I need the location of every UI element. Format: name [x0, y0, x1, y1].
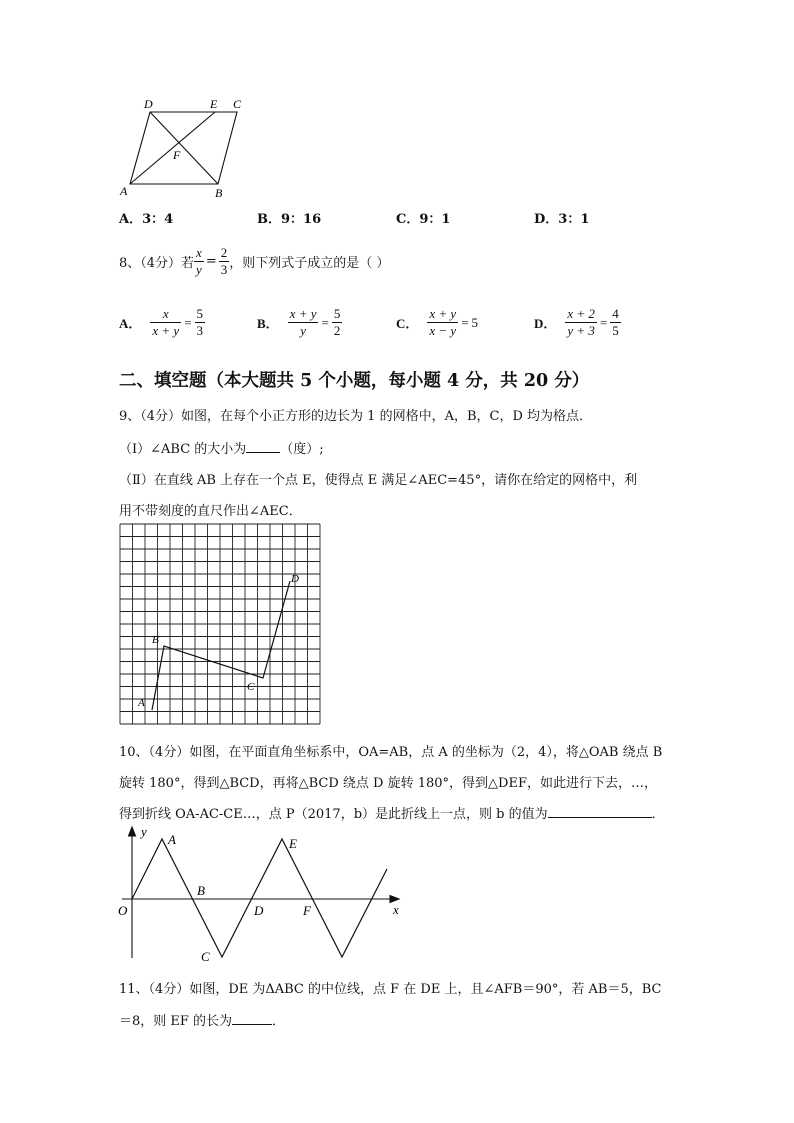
q9-label-C: C — [247, 681, 255, 693]
q9-grid-figure[interactable] — [118, 522, 323, 725]
q8-stem: 8、（4分）若 $\frac{x}{y}$ = $\frac{2}{3}$ ，则下列式子成立的是（ ） — [119, 245, 390, 277]
q9-label-D: D — [291, 573, 299, 585]
q7-parallelogram-figure — [112, 95, 262, 200]
q8-condition-fraction-left: $\frac{x}{y}$ — [196, 245, 202, 277]
fig7-label-E: E — [210, 97, 218, 111]
q9-label-B: B — [152, 634, 159, 646]
q8-option-b[interactable]: B． $\frac{x + y}{y}$ = $\frac{5}{2}$ — [257, 306, 341, 338]
q10-line3: 得到折线 OA-AC-CE…，点 P（2017，b）是此折线上一点，则 b 的值为 ． — [119, 807, 665, 822]
q10-line1: 10、（4分）如图，在平面直角坐标系中，OA=AB，点 A 的坐标为（2，4），将△OAB 绕点 B — [119, 745, 663, 760]
q9-part1-answer-blank[interactable] — [246, 452, 280, 453]
fig7-label-D: D — [144, 97, 153, 111]
q10-label-B: B — [197, 883, 205, 898]
q11-line1: 11、（4分）如图，DE 为ΔABC 的中位线，点 F 在 DE 上，且∠AFB＝90°，若 AB＝5，BC — [119, 982, 662, 997]
fig7-label-B: B — [215, 186, 223, 200]
q10-axis-y: y — [141, 824, 147, 839]
q10-label-A: A — [168, 832, 176, 847]
q10-zigzag-polyline — [132, 839, 387, 957]
q10-answer-blank[interactable] — [548, 817, 652, 818]
q7-option-c[interactable]: C．9：1 — [396, 212, 451, 227]
q10-label-E: E — [289, 836, 297, 851]
q10-coordinate-graph — [112, 822, 412, 967]
q10-axis-x: x — [393, 902, 399, 917]
q11-answer-blank[interactable] — [232, 1024, 272, 1025]
q7-option-a[interactable]: A．3：4 — [119, 212, 174, 227]
fig7-label-A: A — [120, 184, 128, 198]
q9-part2-line2: 用不带刻度的直尺作出∠AEC． — [119, 504, 302, 519]
q9-polyline-abcd — [152, 581, 290, 710]
q8-condition-fraction-right: $\frac{2}{3}$ — [220, 245, 228, 277]
section-2-heading: 二、填空题（本大题共 5 个小题，每小题 4 分，共 20 分） — [119, 371, 590, 391]
q9-label-A: A — [138, 697, 145, 709]
q7-option-b[interactable]: B．9：16 — [257, 212, 322, 227]
q11-line2: ＝8，则 EF 的长为 ． — [119, 1014, 286, 1029]
fig7-label-F: F — [173, 148, 181, 162]
q10-label-D: D — [254, 903, 264, 918]
q9-part2-line1: （Ⅱ）在直线 AB 上存在一个点 E，使得点 E 满足∠AEC=45°，请你在给定的网格中，利 — [119, 473, 638, 488]
q10-label-C: C — [201, 949, 210, 964]
fig7-label-C: C — [233, 97, 242, 111]
q10-line2: 旋转 180°，得到△BCD，再将△BCD 绕点 D 旋转 180°，得到△DEF，如此进行下去，…， — [119, 776, 657, 791]
q8-option-c[interactable]: C． $\frac{x + y}{x - y}$ = 5 — [396, 306, 479, 338]
q9-stem: 9、（4分）如图，在每个小正方形的边长为 1 的网格中，A，B，C，D 均为格点． — [119, 409, 593, 424]
q8-option-d[interactable]: D． $\frac{x + 2}{y + 3}$ = $\frac{4}{5}$ — [534, 306, 619, 338]
q10-label-F: F — [303, 903, 311, 918]
q8-option-a[interactable]: A． $\frac{x}{x + y}$ = $\frac{5}{3}$ — [119, 306, 204, 338]
q10-label-O: O — [118, 903, 128, 918]
q7-option-d[interactable]: D．3：1 — [534, 212, 590, 227]
q9-part1: （Ⅰ）∠ABC 的大小为 （度）; — [119, 442, 324, 457]
